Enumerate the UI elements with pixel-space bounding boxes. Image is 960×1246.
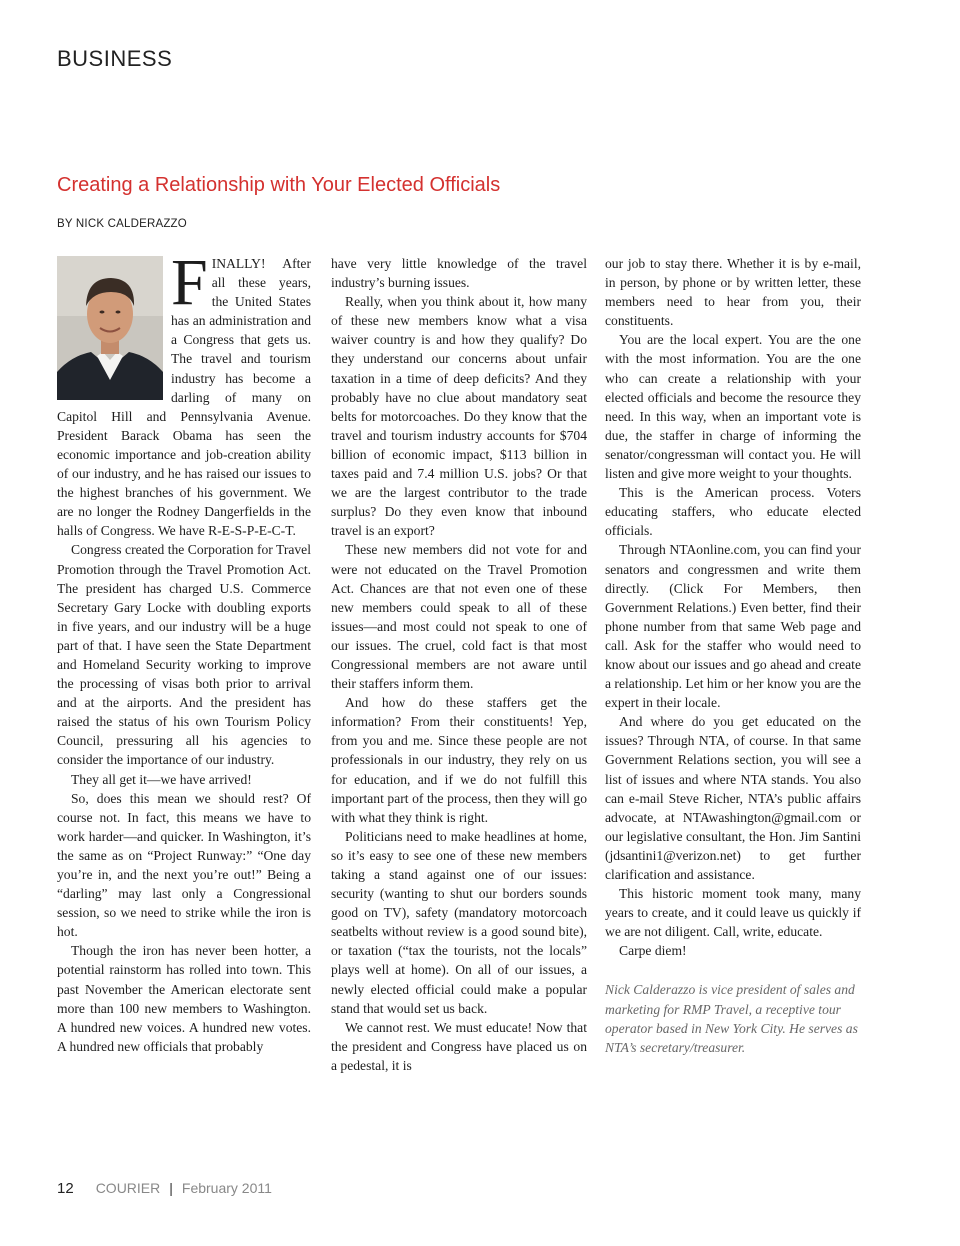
page-number: 12 <box>57 1180 74 1197</box>
column-1 <box>57 246 311 1056</box>
author-bio: Nick Calderazzo is vice president of sales and marketing for RMP Travel, a receptive tour operator based in New York City. He serves as NTA’s secretary/treasurer. <box>605 982 858 1055</box>
author-portrait-image <box>57 256 163 400</box>
column-2 <box>331 254 587 1075</box>
column-3 <box>605 254 861 1057</box>
paragraph: We cannot rest. We must educate! Now that the president and Congress have placed us on a pedestal, it is <box>331 1019 587 1073</box>
paragraph: Though the iron has never been hotter, a potential rainstorm has rolled into town. This past November the American electorate sent more than 100 new members to Washington. A hundred new voices. A hundred new votes. A hundred new officials that probably <box>57 943 311 1054</box>
paragraph: Carpe diem! <box>619 943 687 959</box>
paragraph: This historic moment took many, many years to create, and it could leave us quickly if we are not diligent. Call, write, educate. <box>605 886 861 940</box>
drop-cap: F <box>171 246 208 319</box>
section-header: BUSINESS <box>57 46 173 71</box>
paragraph: our job to stay there. Whether it is by e-mail, in person, by phone or by written letter, these members need to hear from you, their constituents. <box>605 256 861 329</box>
paragraph: You are the local expert. You are the one with the most information. You are the one who can create a relationship with your elected officials and become the resource they need. In this way, when an important vote is due, the staffer in charge of informing the senator/congressman will contact you. He will listen and give more weight to your thoughts. <box>605 332 861 482</box>
magazine-name: COURIER <box>95 1180 161 1196</box>
byline: BY NICK CALDERAZZO <box>57 218 187 230</box>
paragraph: This is the American process. Voters educating staffers, who educate elected officials. <box>605 485 861 539</box>
footer-separator: | <box>169 1180 173 1196</box>
paragraph-text: After all these years, the United States has an administration and a Congress that gets us. The travel and tourism industry has become a darling of many on Capitol Hill and Pennsylvania Avenue. President Barack Obama has seen the economic importance and job-creation ability of our industry, and he has raised our issues to the highest branches of his government. We are no longer the Rodney Dangerfields in the halls of Congress. We have R-E-S-P-E-C-T. <box>57 256 311 539</box>
issue-date: February 2011 <box>181 1180 272 1196</box>
paragraph: have very little knowledge of the travel industry’s burning issues. <box>331 256 587 291</box>
paragraph: And how do these staffers get the information? From their constituents! Yep, from you and me. Since these people are not professionals in our industry, they rely on us for education, and if we do not fulfill this important part of the process, then they will go with what they think is right. <box>331 695 587 825</box>
paragraph: They all get it—we have arrived! <box>71 771 252 787</box>
author-photo <box>57 256 163 400</box>
paragraph: Congress created the Corporation for Travel Promotion through the Travel Promotion Act. The president has charged U.S. Commerce Secretary Gary Locke with doubling exports in five years, and our industry will be a huge part of that. I have seen the State Department and Homeland Security working to improve the processing of visas both prior to arrival and at the airports. And the president has raised the status of his own Tourism Policy Council, pressuring all his agencies to consider the importance of our industry. <box>57 542 311 768</box>
paragraph: Through NTAonline.com, you can find your senators and congressmen and write them directly. (Click For Members, then Government Relations.) Even better, find their phone number from that same Web page and call. Ask for the staffer who would need to know about our issues and go ahead and create a relationship. Let him or her know you are the expert in their locale. <box>605 542 861 711</box>
page-footer <box>57 1180 272 1197</box>
paragraph: Politicians need to make headlines at home, so it’s easy to see one of these new members taking a stand against one of our issues: security (wanting to shut our borders sounds good on TV), safety (mandatory motorcoach seatbelts without review is a good sound bite), or taxation (“tax the tourists, not the locals” plays well at home). On all of our issues, a newly elected official could make a popular stand that would set us back. <box>331 828 587 1016</box>
paragraph: So, does this mean we should rest? Of course not. In fact, this means we have to work harder—and quicker. In Washington, it’s the same as on “Project Runway:” “One day you’re in, and the next you’re out!” Being a “darling” may last only a Congressional session, so we need to strike while the iron is hot. <box>57 790 311 940</box>
article-title: Creating a Relationship with Your Elected Officials <box>57 174 501 196</box>
paragraph: These new members did not vote for and were not educated on the Travel Promotion Act. Chances are that not even one of these new members could speak to all of these issues—and most could not speak to one of our issues. The cruel, cold fact is that most Congressional members are not aware until their staffers inform them. <box>331 542 587 692</box>
paragraph: And where do you get educated on the issues? Through NTA, of course. In that same Government Relations section, you will see a list of issues and where NTA stands. You also can e-mail Steve Richer, NTA’s public affairs advocate, at NTAwashington@gmail.com or our legislative consultant, the Hon. Jim Santini (jdsantini1@verizon.net) to get further clarification and assistance. <box>605 714 861 882</box>
paragraph: Really, when you think about it, how many of these new members know what a visa waiver country is and how they qualify? Do they understand our concerns about unfair taxation in a time of deep deficits? And they probably have no clue about mandatory seat belts for motorcoaches. Do they know that the travel and tourism industry accounts for $704 billion of economic impact, $113 billion in taxes paid and 7.4 million U.S. jobs? Or that we are the largest contributor to the trade surplus? Do they even know that inbound travel is an export? <box>331 294 587 539</box>
lead-in: INALLY! <box>211 256 266 271</box>
